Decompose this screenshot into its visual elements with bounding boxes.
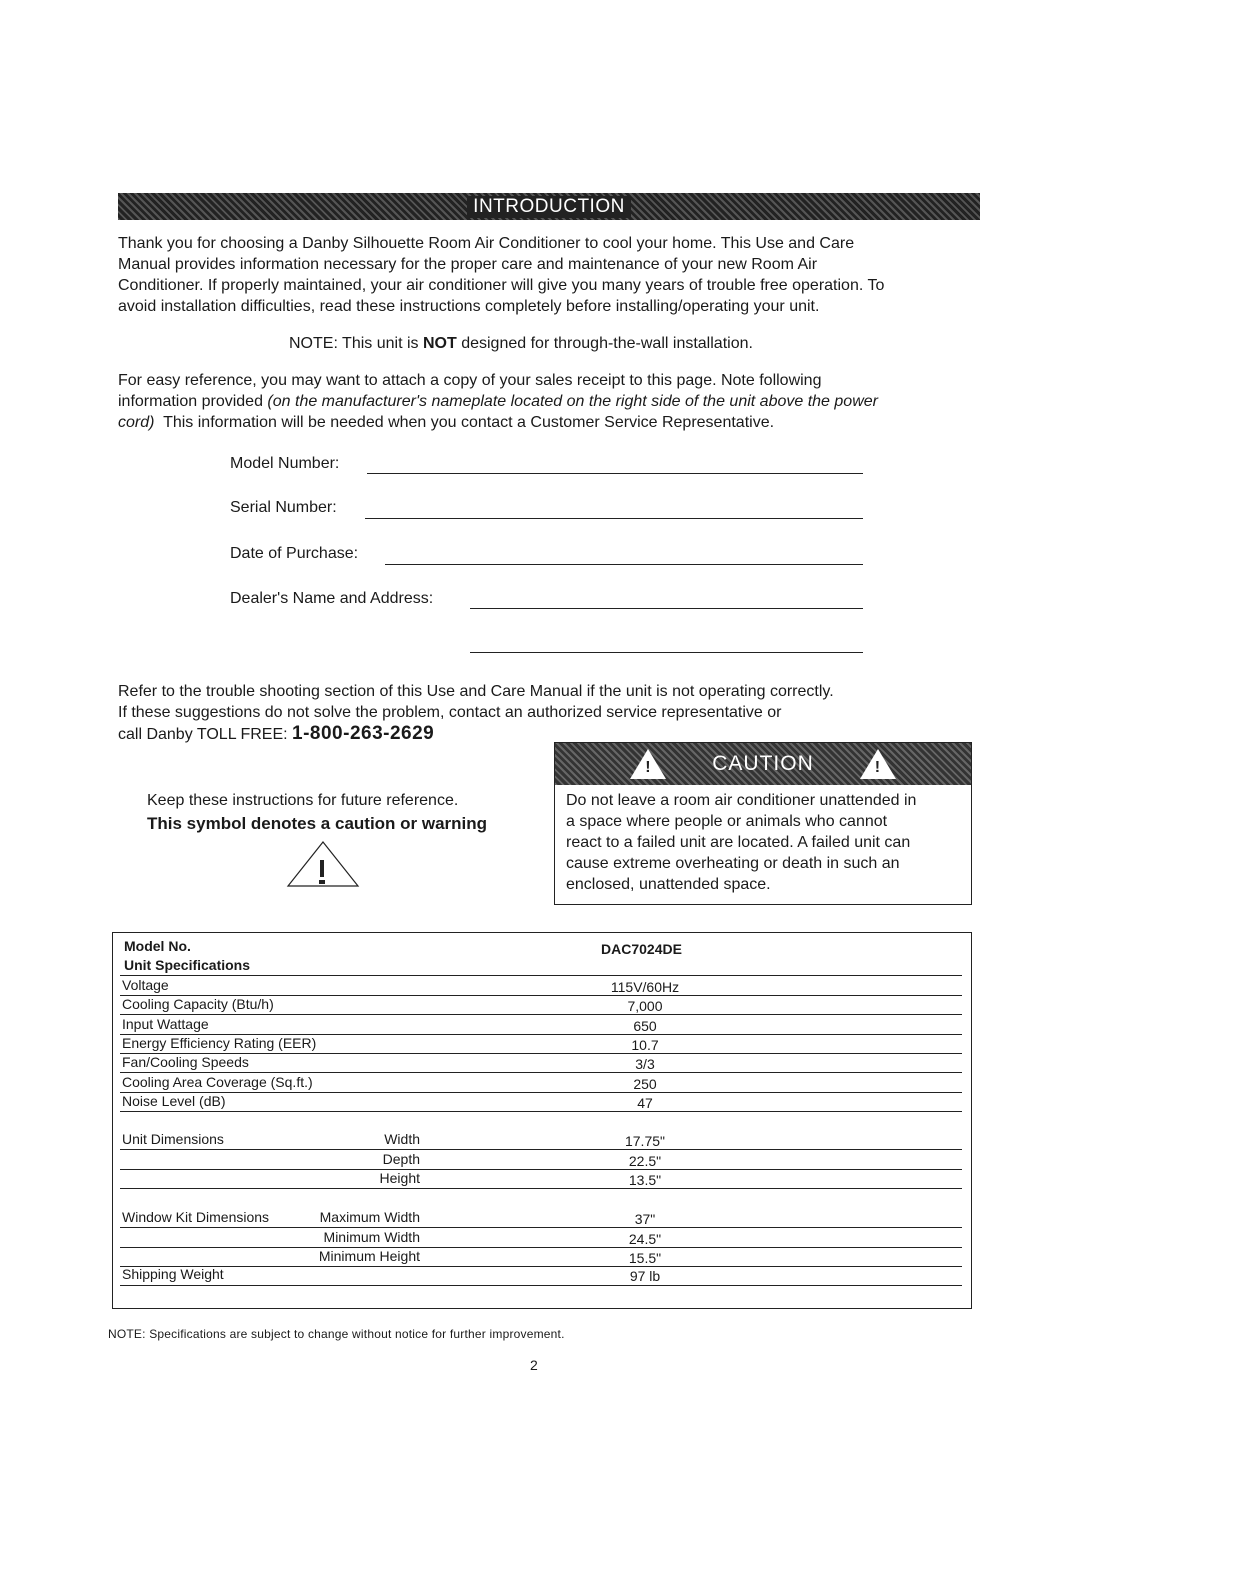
spec-row-rule [120,1092,962,1093]
model-no-value: DAC7024DE [601,941,682,957]
spec-row-rule [120,1014,962,1015]
specifications-table [112,932,972,1309]
spec-row-value: 47 [637,1094,653,1111]
spec-row-value: 250 [633,1075,657,1092]
spec-row-label: Cooling Capacity (Btu/h) [122,996,274,1013]
purchase-date-label: Date of Purchase: [230,545,359,562]
warning-icon: ! [630,749,666,779]
dimension-value: 17.75" [624,1133,665,1149]
dimension-rule [120,1188,962,1189]
warning-icon: ! [860,749,896,779]
refer-line: Refer to the trouble shooting section of this Use and Care Manual if the unit is not operating correctly. [118,683,834,700]
intro-paragraph [118,233,998,317]
dimension-rule [120,1149,962,1150]
dimension-value: 15.5" [628,1250,662,1266]
reference-paragraph [118,370,998,433]
purchase-date-line[interactable] [385,564,863,565]
section-title: INTRODUCTION [467,196,631,218]
reference-line-plain: This information will be needed when you contact a Customer Service Representative. [163,414,775,431]
dimension-value: 13.5" [628,1172,662,1188]
serial-number-line[interactable] [365,518,863,519]
dealer-line-1[interactable] [470,608,863,609]
dimension-label: Depth [382,1150,420,1167]
dealer-line-2[interactable] [470,652,863,653]
caution-text: Do not leave a room air conditioner unattended in a space where people or animals who cannot react to a failed unit are located. A failed unit can cause extreme overheating or death in such an enclosed, unattended space. [566,792,917,893]
unit-dimensions-label: Unit Dimensions [122,1131,224,1147]
keep-instructions: Keep these instructions for future reference. [147,792,459,809]
note-text-pre: This unit is [342,335,419,352]
dealer-label: Dealer's Name and Address: [230,590,434,607]
note-label: NOTE: [289,335,338,352]
caution-box [554,742,972,905]
toll-free-phone[interactable]: 1-800-263-2629 [292,723,435,744]
troubleshooting-paragraph [118,681,998,745]
note-text-bold: NOT [422,335,457,352]
spec-row-value: 115V/60Hz [610,979,680,995]
spec-change-note: NOTE: Specifications are subject to change without notice for further improvement. [108,1327,565,1341]
refer-line: If these suggestions do not solve the problem, contact an authorized service representative or [118,704,782,721]
spec-row-rule [120,1111,962,1112]
shipping-weight-value: 97 lb [629,1268,661,1284]
serial-number-label: Serial Number: [230,499,337,516]
dimension-rule [120,1266,962,1267]
section-banner [118,193,980,220]
caution-title: CAUTION [712,752,814,775]
model-number-line[interactable] [367,473,863,474]
note-text-post: designed for through-the-wall installation. [461,335,753,352]
spec-row-value: 10.7 [631,1036,659,1053]
dimension-rule [120,1169,962,1170]
dimension-rule [120,1227,962,1228]
spec-row-value: 7,000 [627,998,663,1015]
window-kit-label: Window Kit Dimensions [122,1209,270,1225]
dimension-rule [120,1247,962,1248]
dimension-label: Minimum Height [318,1248,420,1264]
dimension-label: Minimum Width [323,1228,420,1245]
intro-line: Conditioner. If properly maintained, your air conditioner will give you many years of trouble free operation. To [118,277,885,294]
symbol-description: This symbol denotes a caution or warning [147,814,488,833]
reference-line-plain: information provided [118,393,263,410]
dimension-label: Maximum Width [319,1209,420,1225]
intro-line: Thank you for choosing a Danby Silhouette Room Air Conditioner to cool your home. This Use and Care [118,235,855,252]
model-number-label: Model Number: [230,455,340,472]
caution-header [555,743,971,785]
dimension-value: 24.5" [628,1230,662,1247]
toll-free-label: call Danby TOLL FREE: [118,726,288,743]
intro-line: Manual provides information necessary for the proper care and maintenance of your new Room Air [118,256,818,273]
model-no-label: Model No. [124,938,191,954]
reference-line: For easy reference, you may want to attach a copy of your sales receipt to this page. Note following [118,372,822,389]
unit-specifications-heading: Unit Specifications [124,957,251,973]
spec-row-value: 650 [633,1017,657,1034]
warning-triangle-icon [286,840,360,888]
spec-row-label: Energy Efficiency Rating (EER) [122,1034,317,1051]
spec-row-label: Noise Level (dB) [122,1092,226,1109]
reference-line-italic: cord) [118,414,155,431]
spec-row-value: 3/3 [635,1056,655,1073]
spec-row-label: Fan/Cooling Speeds [122,1054,249,1071]
installation-note [289,333,753,354]
page-number: 2 [530,1357,538,1373]
reference-line-italic: (on the manufacturer's nameplate located on the right side of the unit above the power [267,393,878,410]
dimension-label: Width [384,1131,420,1147]
dimension-value: 22.5" [628,1152,662,1169]
dimension-value: 37" [634,1211,656,1227]
spec-row-label: Cooling Area Coverage (Sq.ft.) [122,1073,313,1090]
spec-row-label: Voltage [122,977,169,993]
dimension-label: Height [379,1170,420,1186]
spec-row-label: Input Wattage [122,1015,209,1032]
intro-line: avoid installation difficulties, read these instructions completely before installing/operating your unit. [118,298,820,315]
shipping-weight-label: Shipping Weight [122,1266,224,1282]
